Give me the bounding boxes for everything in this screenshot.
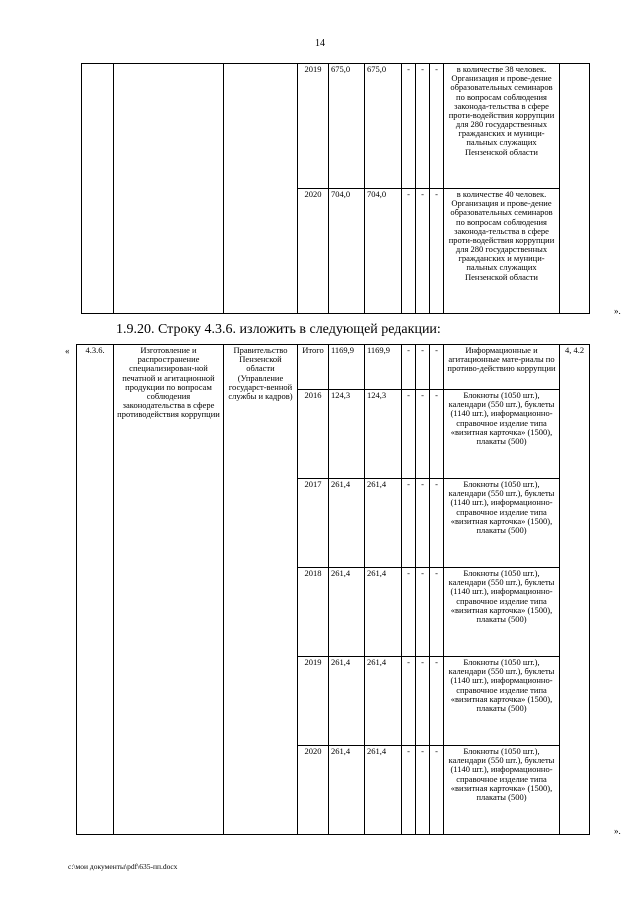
file-path-footer: c:\мои документы\pdf\635-пп.docx <box>68 862 178 871</box>
amount-regional-cell: 675,0 <box>365 64 402 189</box>
result-cell: Информационные и агитационные мате-риалы по противо-действию коррупции <box>444 345 560 390</box>
amount-total-cell: 261,4 <box>329 657 365 746</box>
amount-regional-cell: 124,3 <box>365 390 402 479</box>
amount-total-cell: 261,4 <box>329 568 365 657</box>
year-cell: 2019 <box>298 657 329 746</box>
ref-cell: 4, 4.2 <box>560 345 590 835</box>
dash-cell: - <box>402 390 416 479</box>
dash-cell: - <box>402 657 416 746</box>
dash-cell: - <box>402 64 416 189</box>
year-cell: 2020 <box>298 189 329 314</box>
ref-cell <box>560 64 590 314</box>
dash-cell: - <box>416 746 430 835</box>
dash-cell: - <box>430 189 444 314</box>
result-cell: в количестве 38 человек. Организация и прове-дение образовательных семинаров по вопросам соблюдения законода-тельства в сфере проти-водействия коррупции для 280 государственных гражданских и муници-пальных служащих Пензенской области <box>444 64 560 189</box>
year-cell: 2017 <box>298 479 329 568</box>
year-cell: 2019 <box>298 64 329 189</box>
table-row <box>77 345 590 390</box>
dash-cell: - <box>430 746 444 835</box>
name-cell <box>114 64 224 314</box>
closing-quote: ». <box>614 826 621 836</box>
dash-cell: - <box>402 189 416 314</box>
dash-cell: - <box>402 568 416 657</box>
amount-regional-cell: 261,4 <box>365 568 402 657</box>
amount-regional-cell: 261,4 <box>365 479 402 568</box>
dash-cell: - <box>430 657 444 746</box>
dash-cell: - <box>402 345 416 390</box>
amount-total-cell: 124,3 <box>329 390 365 479</box>
row-4-3-6-table <box>76 344 590 835</box>
dash-cell: - <box>416 189 430 314</box>
code-cell <box>82 64 114 314</box>
amount-total-cell: 261,4 <box>329 479 365 568</box>
year-cell: 2018 <box>298 568 329 657</box>
executor-cell: Правительство Пензенской области (Управление государст-венной службы и кадров) <box>224 345 298 835</box>
amount-total-cell: 675,0 <box>329 64 365 189</box>
dash-cell: - <box>416 568 430 657</box>
dash-cell: - <box>416 657 430 746</box>
dash-cell: - <box>402 479 416 568</box>
result-cell: Блокноты (1050 шт.), календари (550 шт.), буклеты (1140 шт.), информационно-справочное изделие типа «визитная карточка» (1500), плакаты (500) <box>444 657 560 746</box>
dash-cell: - <box>416 390 430 479</box>
amount-total-cell: 704,0 <box>329 189 365 314</box>
amount-regional-cell: 1169,9 <box>365 345 402 390</box>
continuation-table <box>81 63 590 314</box>
dash-cell: - <box>430 568 444 657</box>
executor-cell <box>224 64 298 314</box>
result-cell: в количестве 40 человек. Организация и прове-дение образовательных семинаров по вопросам соблюдения законода-тельства в сфере проти-водействия коррупции для 280 государственных гражданских и муници-пальных служащих Пензенской области <box>444 189 560 314</box>
amount-total-cell: 261,4 <box>329 746 365 835</box>
dash-cell: - <box>430 479 444 568</box>
table-row <box>82 64 590 189</box>
opening-quote: « <box>65 346 70 356</box>
year-cell: Итого <box>298 345 329 390</box>
code-cell: 4.3.6. <box>77 345 114 835</box>
amount-regional-cell: 261,4 <box>365 657 402 746</box>
result-cell: Блокноты (1050 шт.), календари (550 шт.), буклеты (1140 шт.), информационно-справочное изделие типа «визитная карточка» (1500), плакаты (500) <box>444 390 560 479</box>
amount-regional-cell: 704,0 <box>365 189 402 314</box>
dash-cell: - <box>402 746 416 835</box>
dash-cell: - <box>416 479 430 568</box>
dash-cell: - <box>416 345 430 390</box>
dash-cell: - <box>416 64 430 189</box>
dash-cell: - <box>430 64 444 189</box>
dash-cell: - <box>430 345 444 390</box>
result-cell: Блокноты (1050 шт.), календари (550 шт.), буклеты (1140 шт.), информационно-справочное изделие типа «визитная карточка» (1500), плакаты (500) <box>444 479 560 568</box>
page-number: 14 <box>315 38 325 49</box>
year-cell: 2020 <box>298 746 329 835</box>
amount-regional-cell: 261,4 <box>365 746 402 835</box>
section-heading: 1.9.20. Строку 4.3.6. изложить в следующей редакции: <box>116 322 441 337</box>
dash-cell: - <box>430 390 444 479</box>
closing-quote: ». <box>614 306 621 316</box>
amount-total-cell: 1169,9 <box>329 345 365 390</box>
year-cell: 2016 <box>298 390 329 479</box>
name-cell: Изготовление и распространение специализирован-ной печатной и агитационной продукции по вопросам соблюдения законодательства в сфере противодействия коррупции <box>114 345 224 835</box>
result-cell: Блокноты (1050 шт.), календари (550 шт.), буклеты (1140 шт.), информационно-справочное изделие типа «визитная карточка» (1500), плакаты (500) <box>444 746 560 835</box>
result-cell: Блокноты (1050 шт.), календари (550 шт.), буклеты (1140 шт.), информационно-справочное изделие типа «визитная карточка» (1500), плакаты (500) <box>444 568 560 657</box>
